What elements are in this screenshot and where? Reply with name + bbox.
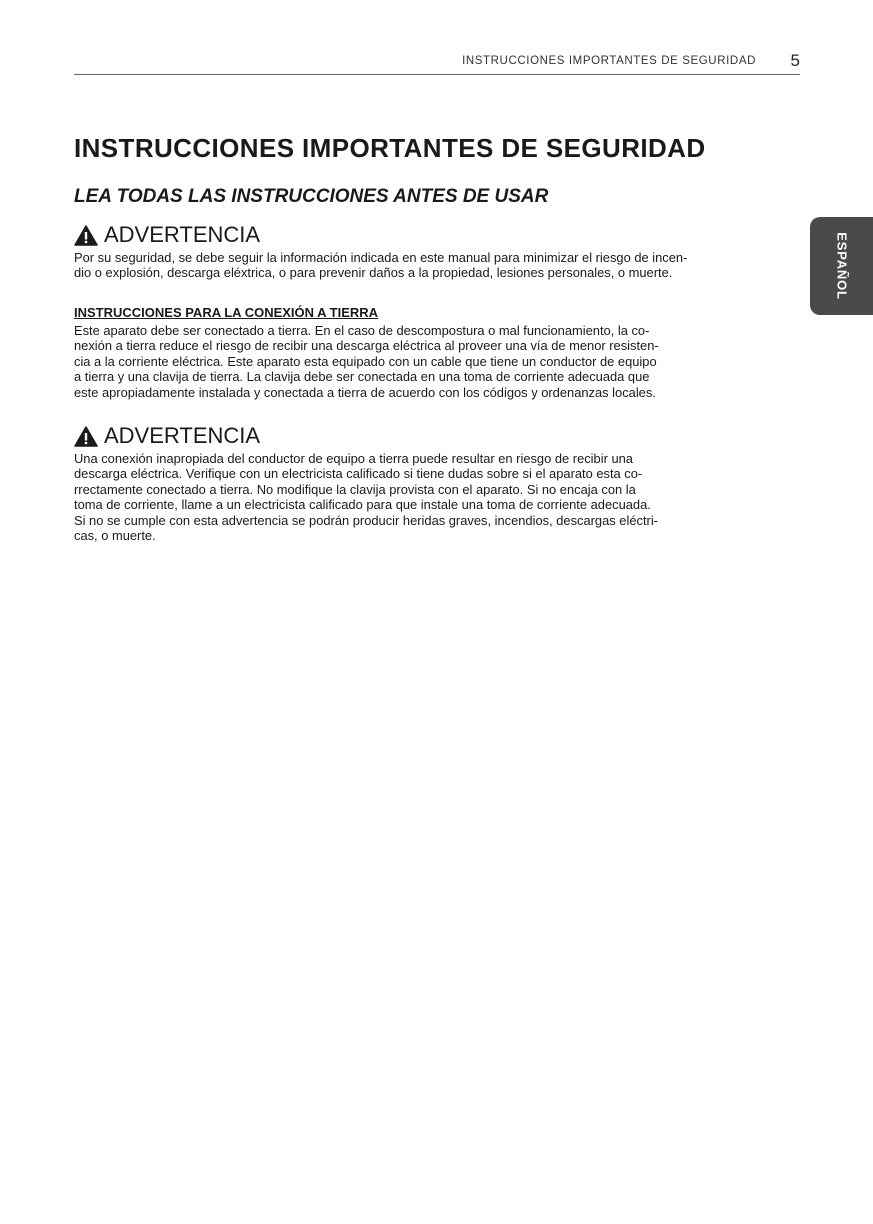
warning-heading-1 xyxy=(74,223,260,247)
header-title: INSTRUCCIONES IMPORTANTES DE SEGURIDAD xyxy=(462,55,756,67)
warning-1-text xyxy=(74,250,804,281)
grounding-heading: INSTRUCCIONES PARA LA CONEXIÓN A TIERRA xyxy=(74,305,379,320)
grounding-line: Este aparato debe ser conectado a tierra. En el caso de descompostura o mal funcionamiento, la co- xyxy=(74,323,650,338)
page-title: INSTRUCCIONES IMPORTANTES DE SEGURIDAD xyxy=(74,133,706,163)
grounding-line: cia a la corriente eléctrica. Este aparato esta equipado con un cable que tiene un conductor de equipo xyxy=(74,353,657,369)
warning-1-line: Por su seguridad, se debe seguir la información indicada en este manual para minimizar el riesgo de incen- xyxy=(74,250,688,265)
warning-2-line: toma de corriente, llame a un electricista calificado para que instale una toma de corriente adecuada. xyxy=(74,497,651,513)
warning-2-line: Una conexión inapropiada del conductor de equipo a tierra puede resultar en riesgo de recibir una xyxy=(74,451,633,466)
page-number: 5 xyxy=(790,51,800,70)
grounding-line: nexión a tierra reduce el riesgo de recibir una descarga eléctrica al proveer una vía de menor resisten- xyxy=(74,338,659,354)
warning-triangle-icon xyxy=(74,225,98,246)
grounding-line: a tierra y una clavija de tierra. La clavija debe ser conectada en una toma de corriente adecuada que xyxy=(74,369,650,385)
warning-heading-2-text: ADVERTENCIA xyxy=(104,423,261,448)
warning-2-text xyxy=(74,451,804,543)
grounding-text xyxy=(74,323,804,400)
warning-heading-1-text: ADVERTENCIA xyxy=(104,222,261,247)
warning-triangle-icon xyxy=(74,426,98,447)
language-tab xyxy=(810,217,873,315)
warning-1-line: dio o explosión, descarga eléxtrica, o para prevenir daños a la propiedad, lesiones personales, o muerte. xyxy=(74,265,673,281)
grounding-line: este apropiadamente instalada y conectada a tierra de acuerdo con los códigos y ordenanzas locales. xyxy=(74,384,656,400)
warning-2-line: rrectamente conectado a tierra. No modifique la clavija provista con el aparato. Si no encaja con la xyxy=(74,481,636,497)
page-header xyxy=(74,52,800,75)
warning-heading-2 xyxy=(74,424,260,448)
warning-2-line: Si no se cumple con esta advertencia se podrán producir heridas graves, incendios, descargas eléctri- xyxy=(74,512,658,528)
page-subtitle: LEA TODAS LAS INSTRUCCIONES ANTES DE USAR xyxy=(74,186,549,207)
language-tab-label: ESPAÑOL xyxy=(834,232,849,300)
warning-2-line: descarga eléctrica. Verifique con un electricista calificado si tiene dudas sobre si el aparato esta co- xyxy=(74,466,643,482)
warning-2-line: cas, o muerte. xyxy=(74,528,156,544)
